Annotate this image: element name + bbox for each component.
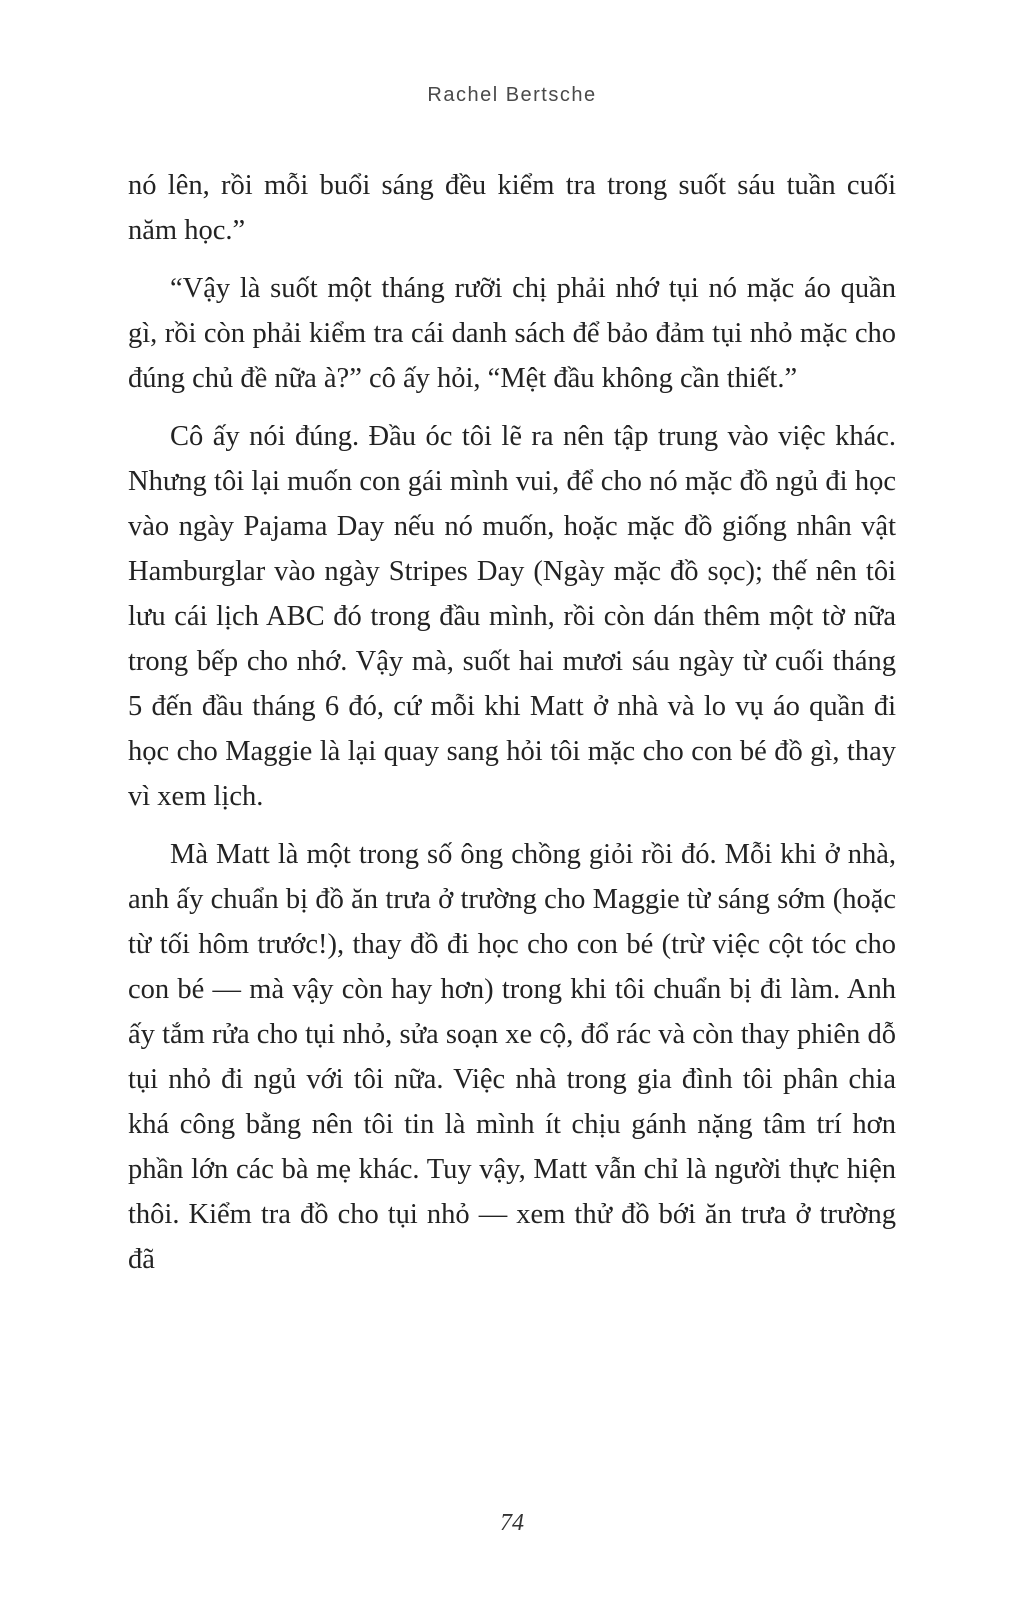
running-header: Rachel Bertsche [427,84,597,106]
paragraph: Mà Matt là một trong số ông chồng giỏi rồi đó. Mỗi khi ở nhà, anh ấy chuẩn bị đồ ăn trưa ở trường cho Maggie từ sáng sớm (hoặc từ tối hôm trước!), thay đồ đi học cho con bé (trừ việc cột tóc cho con bé — mà vậy còn hay hơn) trong khi tôi chuẩn bị đi làm. Anh ấy tắm rửa cho tụi nhỏ, sửa soạn xe cộ, đổ rác và còn thay phiên dỗ tụi nhỏ đi ngủ với tôi nữa. Việc nhà trong gia đình tôi phân chia khá công bằng nên tôi tin là mình ít chịu gánh nặng tâm trí hơn phần lớn các bà mẹ khác. Tuy vậy, Matt vẫn chỉ là người thực hiện thôi. Kiểm tra đồ cho tụi nhỏ — xem thử đồ bới ăn trưa ở trường đã [128,839,896,1275]
paragraph: “Vậy là suốt một tháng rưỡi chị phải nhớ tụi nó mặc áo quần gì, rồi còn phải kiểm tra cái danh sách để bảo đảm tụi nhỏ mặc cho đúng chủ đề nữa à?” cô ấy hỏi, “Mệt đầu không cần thiết.” [128,273,896,394]
paragraph: Cô ấy nói đúng. Đầu óc tôi lẽ ra nên tập trung vào việc khác. Nhưng tôi lại muốn con gái mình vui, để cho nó mặc đồ ngủ đi học vào ngày Pajama Day nếu nó muốn, hoặc mặc đồ giống nhân vật Hamburglar vào ngày Stripes Day (Ngày mặc đồ sọc); thế nên tôi lưu cái lịch ABC đó trong đầu mình, rồi còn dán thêm một tờ nữa trong bếp cho nhớ. Vậy mà, suốt hai mươi sáu ngày từ cuối tháng 5 đến đầu tháng 6 đó, cứ mỗi khi Matt ở nhà và lo vụ áo quần đi học cho Maggie là lại quay sang hỏi tôi mặc cho con bé đồ gì, thay vì xem lịch. [128,421,896,812]
body-text [128,163,896,1295]
paragraph: nó lên, rồi mỗi buổi sáng đều kiểm tra trong suốt sáu tuần cuối năm học.” [128,170,896,246]
page-number: 74 [500,1510,524,1536]
